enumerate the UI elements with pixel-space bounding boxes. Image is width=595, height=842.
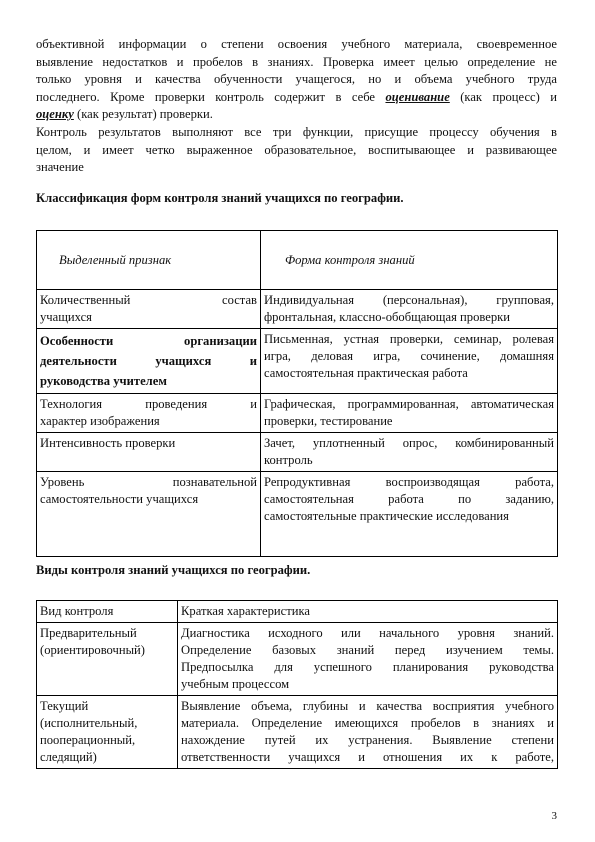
table-cell [37,623,178,696]
intro-line [36,106,557,124]
table-header-row [37,601,558,623]
section-heading: Виды контроля знаний учащихся по географии. [36,563,311,577]
cell-line: пооперационный, [40,733,136,747]
cell-line: Предварительный [40,626,137,640]
table-cell [37,433,261,472]
table-row [37,472,558,557]
table-row [37,623,558,696]
table-cell [261,329,558,394]
cell-line: проверки, тестирование [264,414,393,428]
cell-line: Количественный состав [40,293,257,307]
cell-line: Предпосылка для успешного планирования руководства [181,660,554,674]
cell-line: Выявление объема, глубины и качества восприятия учебного [181,699,554,713]
cell-line: Репродуктивная воспроизводящая работа, [264,475,554,489]
table-cell [261,394,558,433]
table-cell [37,290,261,329]
table-row [37,329,558,394]
intro-line: выявление недостатков и пробелов в знаниях. Проверка имеет целью определение не [36,54,557,69]
section-heading: Классификация форм контроля знаний учащихся по географии. [36,191,404,205]
table-row [37,433,558,472]
cell-line: фронтальная, классно-обобщающая проверки [264,310,510,324]
cell-line: руководства учителем [40,374,167,388]
cell-line: (ориентировочный) [40,643,145,657]
cell-line: Графическая, программированная, автоматическая [264,397,554,411]
cell-line: контроль [264,453,313,467]
intro-text: (как результат) проверки. [73,107,213,122]
table-header-row [37,231,558,290]
cell-line: Уровень познавательной [40,475,257,489]
table-row [37,696,558,769]
cell-line: самостоятельная работа по заданию, [264,492,554,506]
table-cell [261,290,558,329]
intro-line [36,89,557,107]
cell-line: нахождение путей их устранения. Выявление степени [181,733,554,747]
table-header-cell: Форма контроля знаний [261,231,558,290]
table-cell [178,623,558,696]
table-cell [37,394,261,433]
intro-text: последнего. Кроме проверки контроль содержит в себе [36,89,386,104]
cell-line: ответственности учащихся и отношения их к работе, [181,750,554,764]
emphasis-term: оценку [36,107,74,122]
table-cell [37,696,178,769]
table-header-cell: Выделенный признак [37,231,261,290]
control-types-table [36,600,558,769]
intro-line: Контроль результатов выполняют все три функции, присущие процессу обучения в [36,124,557,139]
cell-line: Индивидуальная (персональная), групповая, [264,293,554,307]
cell-line: Технология проведения и [40,397,257,411]
cell-line: материала. Определение имеющихся пробелов в знаниях и [181,716,554,730]
cell-line: игра, деловая игра, сочинение, домашняя [264,349,554,363]
table-row [37,394,558,433]
emphasis-term: оценивание [385,89,450,104]
cell-line: Особенности организации [40,334,257,348]
forms-classification-table [36,230,558,557]
table-row [37,290,558,329]
table-cell [261,472,558,557]
cell-line: Зачет, уплотненный опрос, комбинированный [264,436,554,450]
cell-line: Письменная, устная проверки, семинар, ролевая [264,332,554,346]
cell-line: Интенсивность проверки [40,436,176,450]
table-cell [37,472,261,557]
intro-line: целом, и имеет четко выраженное образовательное, воспитывающее и развивающее [36,142,557,157]
table-cell [261,433,558,472]
table-header-cell: Вид контроля [37,601,178,623]
cell-line: учащихся [40,310,92,324]
intro-line: только уровня и качества обученности учащегося, но и объема учебного труда [36,72,557,87]
table-cell [37,329,261,394]
table-header-cell: Краткая характеристика [178,601,558,623]
cell-line: самостоятельные практические исследования [264,509,509,523]
cell-line: деятельности учащихся и [40,354,257,368]
cell-line: Определение базовых знаний перед изучением темы. [181,643,554,657]
intro-line: значение [36,160,84,175]
page-number: 3 [551,810,557,822]
cell-line: Текущий [40,699,89,713]
intro-line: объективной информации о степени освоения учебного материала, своевременное [36,37,557,51]
cell-line: самостоятельная практическая работа [264,366,468,380]
cell-line: учебным процессом [181,677,290,691]
intro-paragraph [36,36,557,177]
table-cell [178,696,558,769]
cell-line: следящий) [40,750,97,764]
intro-text: (как процесс) и [449,89,557,104]
cell-line: Диагностика исходного или начального уровня знаний. [181,626,554,640]
cell-line: характер изображения [40,414,160,428]
cell-line: самостоятельности учащихся [40,492,199,506]
cell-line: (исполнительный, [40,716,138,730]
